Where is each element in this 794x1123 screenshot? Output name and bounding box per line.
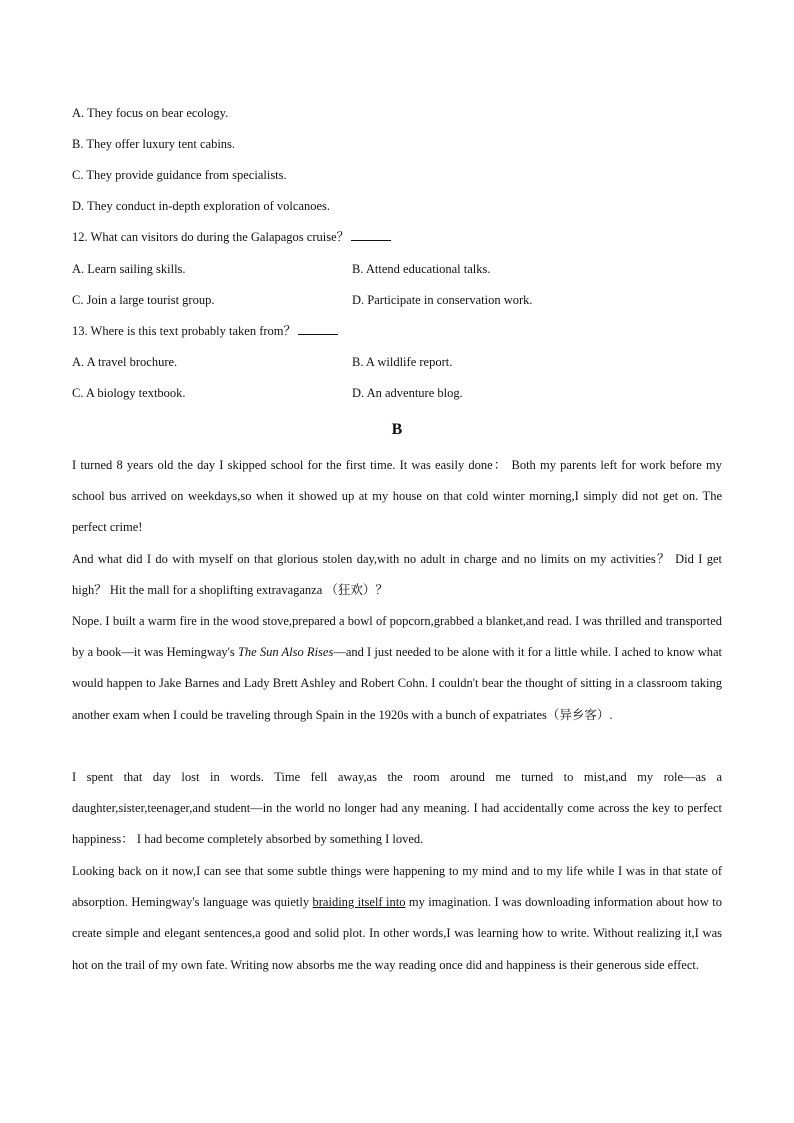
q11-option-d: D. They conduct in-depth exploration of volcanoes.	[72, 199, 331, 213]
paragraph-1: I turned 8 years old the day I skipped school for the first time. It was easily done： Both my parents left for work before my school bus arrived on weekdays,so when it showed up at my house on that cold winter morning,I simply did not get on. The perfect crime!	[72, 458, 722, 535]
q13-option-a: A. A travel brochure.	[72, 355, 178, 369]
paragraph-5-text-a: Looking back on it now,I can see that some subtle things were happening to my mind and to my life while I was in that state of absorption. Hemingway's language was quietly	[72, 864, 722, 910]
q12-option-a: A. Learn sailing skills.	[72, 262, 186, 276]
paragraph-5	[72, 856, 722, 981]
q12-option-c: C. Join a large tourist group.	[72, 293, 215, 307]
answer-blank	[298, 323, 338, 335]
paragraph-2: And what did I do with myself on that glorious stolen day,with no adult in charge and no limits on my activities？ Did I get high？ Hit the mall for a shoplifting extravaganza （狂欢）？	[72, 552, 722, 598]
q12-question-line	[72, 229, 391, 245]
book-title: The Sun Also Rises	[237, 645, 334, 660]
q13-question-line	[72, 323, 338, 339]
q12-question: 12. What can visitors do during the Galapagos cruise？	[72, 230, 350, 244]
q11-option-b: B. They offer luxury tent cabins.	[72, 137, 236, 151]
q13-option-b: B. A wildlife report.	[352, 355, 453, 369]
paragraph-3	[72, 606, 722, 731]
q13-option-d: D. An adventure blog.	[352, 386, 463, 400]
q13-option-c: C. A biology textbook.	[72, 386, 186, 400]
paragraph-3-text-b: —and I just needed to be alone with it for a little while. I ached to know what would happen to Jake Barnes and Lady Brett Ashley and Robert Cohn. I couldn't bear the thought of sitting in a classroom taking another exam when I could be traveling through Spain in the 1920s with a bunch of expatriates（异乡客）.	[72, 645, 722, 722]
q11-option-c: C. They provide guidance from specialists.	[72, 168, 287, 182]
underlined-phrase: braiding itself into	[312, 895, 406, 910]
paragraph-3-text-a: Nope. I built a warm fire in the wood stove,prepared a bowl of popcorn,grabbed a blanket,and read. I was thrilled and transported by a book—it was Hemingway's	[72, 614, 722, 660]
q12-option-d: D. Participate in conservation work.	[352, 293, 533, 307]
q13-question: 13. Where is this text probably taken from？	[72, 324, 297, 338]
q12-option-b: B. Attend educational talks.	[352, 262, 491, 276]
section-heading: B	[391, 421, 403, 438]
paragraph-5-text-b: my imagination. I was downloading information about how to create simple and elegant sentences,a good and solid plot. In other words,I was learning how to write. Without realizing it,I was hot on the trail of my own fate. Writing now absorbs me the way reading once did and happiness is their generous side effect.	[72, 895, 723, 972]
q11-option-a: A. They focus on bear ecology.	[72, 106, 229, 120]
answer-blank	[351, 229, 391, 241]
paragraph-4: I spent that day lost in words. Time fell away,as the room around me turned to mist,and my role—as a daughter,sister,teenager,and student—in the world no longer had any meaning. I had accidentally come across the key to perfect happiness： I had become completely absorbed by something I loved.	[72, 770, 722, 847]
